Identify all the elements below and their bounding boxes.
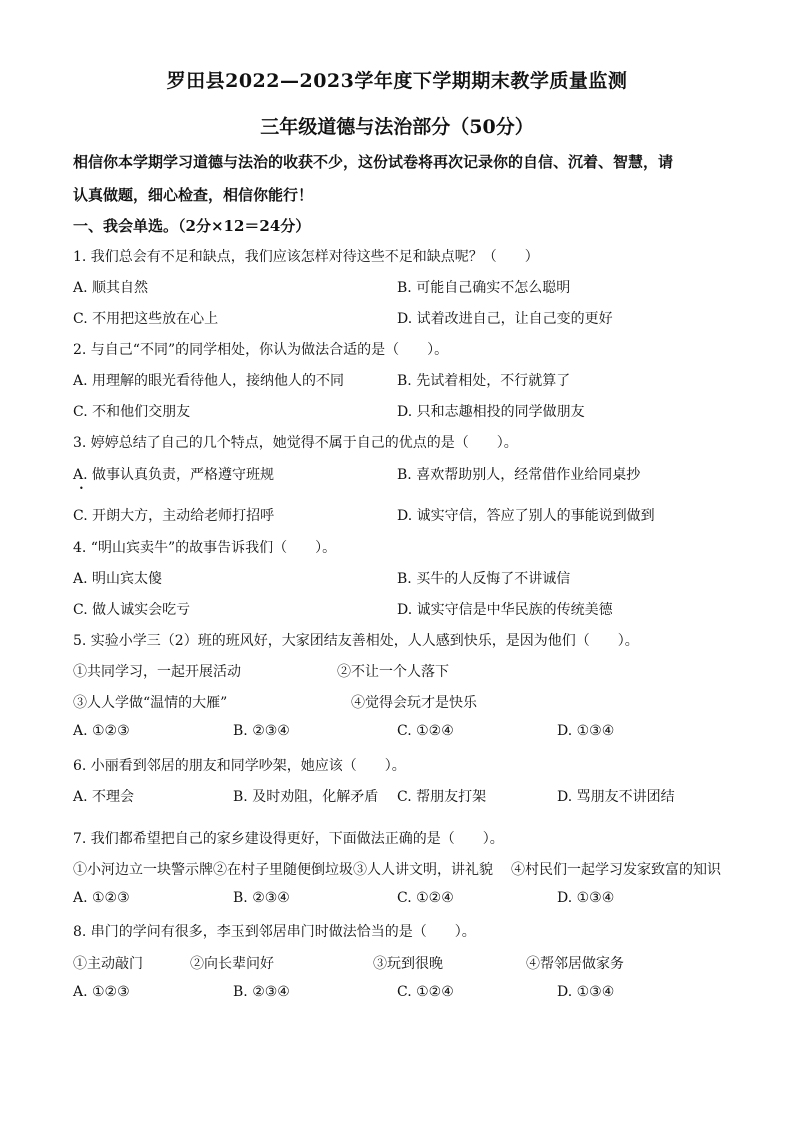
question-8-item-1: ①主动敲门 xyxy=(73,956,143,972)
question-2-option-c: C. 不和他们交朋友 xyxy=(73,404,191,420)
question-6-option-b: B. 及时劝阻，化解矛盾 xyxy=(233,789,379,805)
question-8-stem: 8. 串门的学问有很多，李玉到邻居串门时做法恰当的是（ ）。 xyxy=(73,924,476,940)
question-3-option-a: A. 做事认真负责，严格遵守班规 xyxy=(73,467,275,483)
exam-title: 罗田县2022—2023学年度下学期期末教学质量监测 xyxy=(166,70,628,92)
question-7-item-2: ②在村子里随便倒垃圾 xyxy=(213,862,353,878)
question-5-item-2: ②不让一个人落下 xyxy=(337,664,449,680)
question-6-stem: 6. 小丽看到邻居的朋友和同学吵架，她应该（ ）。 xyxy=(73,758,406,774)
question-4-option-c: C. 做人诚实会吃亏 xyxy=(73,602,191,618)
question-6-option-d: D. 骂朋友不讲团结 xyxy=(557,789,675,805)
question-7-option-a: A. ①②③ xyxy=(73,890,130,906)
question-6-option-c: C. 帮朋友打架 xyxy=(397,789,487,805)
stray-dot-mark: • xyxy=(79,484,84,493)
question-7-item-3: ③人人讲文明，讲礼貌 xyxy=(353,862,493,878)
question-2-stem: 2. 与自己“不同”的同学相处，你认为做法合适的是（ ）。 xyxy=(73,342,449,358)
section-title: 一、我会单选。（2分×12＝24分） xyxy=(73,217,311,235)
question-5-item-4: ④觉得会玩才是快乐 xyxy=(351,695,477,711)
question-4-option-b: B. 买牛的人反悔了不讲诚信 xyxy=(397,571,571,587)
question-1-option-c: C. 不用把这些放在心上 xyxy=(73,311,219,327)
question-8-option-d: D. ①③④ xyxy=(557,984,615,1000)
question-8-option-c: C. ①②④ xyxy=(397,984,454,1000)
question-1-option-d: D. 试着改进自己，让自己变的更好 xyxy=(397,311,613,327)
question-7-stem: 7. 我们都希望把自己的家乡建设得更好，下面做法正确的是（ ）。 xyxy=(73,831,504,847)
question-1-option-b: B. 可能自己确实不怎么聪明 xyxy=(397,280,571,296)
question-2-option-b: B. 先试着相处，不行就算了 xyxy=(397,373,571,389)
question-7-option-c: C. ①②④ xyxy=(397,890,454,906)
question-5-option-a: A. ①②③ xyxy=(73,723,130,739)
question-7-option-b: B. ②③④ xyxy=(233,890,290,906)
question-1-option-a: A. 顺其自然 xyxy=(73,280,149,296)
intro-line-1: 相信你本学期学习道德与法治的收获不少，这份试卷将再次记录你的自信、沉着、智慧，请 xyxy=(73,153,674,171)
question-8-option-b: B. ②③④ xyxy=(233,984,290,1000)
question-6-option-a: A. 不理会 xyxy=(73,789,135,805)
question-2-option-a: A. 用理解的眼光看待他人，接纳他人的不同 xyxy=(73,373,345,389)
question-5-stem: 5. 实验小学三（2）班的班风好，大家团结友善相处，人人感到快乐，是因为他们（ ）。 xyxy=(73,633,639,649)
question-8-item-3: ③玩到很晚 xyxy=(373,956,443,972)
question-3-option-d: D. 诚实守信，答应了别人的事能说到做到 xyxy=(397,508,655,524)
intro-line-2: 认真做题，细心检查，相信你能行！ xyxy=(73,186,314,204)
exam-subtitle: 三年级道德与法治部分（50分） xyxy=(260,116,534,138)
question-3-stem: 3. 婷婷总结了自己的几个特点，她觉得不属于自己的优点的是（ ）。 xyxy=(73,435,518,451)
question-8-option-a: A. ①②③ xyxy=(73,984,130,1000)
question-7-item-4: ④村民们一起学习发家致富的知识 xyxy=(511,862,721,878)
question-3-option-c: C. 开朗大方，主动给老师打招呼 xyxy=(73,508,275,524)
question-4-option-d: D. 诚实守信是中华民族的传统美德 xyxy=(397,602,613,618)
question-4-option-a: A. 明山宾太傻 xyxy=(73,571,163,587)
question-5-option-d: D. ①③④ xyxy=(557,723,615,739)
question-8-item-2: ②向长辈问好 xyxy=(190,956,274,972)
question-2-option-d: D. 只和志趣相投的同学做朋友 xyxy=(397,404,585,420)
question-1-stem: 1. 我们总会有不足和缺点，我们应该怎样对待这些不足和缺点呢？（ ） xyxy=(73,249,539,265)
question-7-item-1: ①小河边立一块警示牌 xyxy=(73,862,213,878)
question-5-item-3: ③人人学做“温情的大雁” xyxy=(73,695,228,711)
question-3-option-b: B. 喜欢帮助别人，经常借作业给同桌抄 xyxy=(397,467,641,483)
question-8-item-4: ④帮邻居做家务 xyxy=(526,956,624,972)
question-5-option-c: C. ①②④ xyxy=(397,723,454,739)
question-5-option-b: B. ②③④ xyxy=(233,723,290,739)
question-7-option-d: D. ①③④ xyxy=(557,890,615,906)
question-4-stem: 4. “明山宾卖牛”的故事告诉我们（ ）。 xyxy=(73,540,337,556)
question-5-item-1: ①共同学习，一起开展活动 xyxy=(73,664,241,680)
